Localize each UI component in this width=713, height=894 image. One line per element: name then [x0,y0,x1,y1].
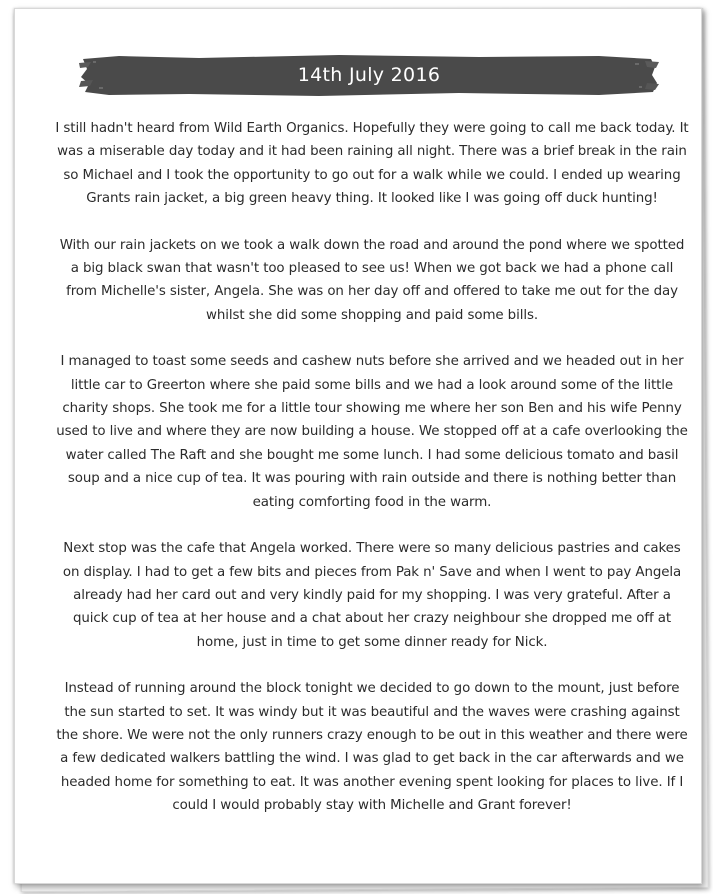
paragraph: Instead of running around the block tonight we decided to go down to the mount, just before the sun started to set. It was windy but it was beautiful and the waves were crashing against the shore. We were not the only runners crazy enough to be out in this weather and there were a few dedicated walkers battling the wind. I was glad to get back in the car afterwards and we headed home for something to eat. It was another evening spent looking for places to live. If I could I would probably stay with Michelle and Grant forever! [56,681,688,814]
entry-body [55,117,689,841]
paragraph: With our rain jackets on we took a walk down the road and around the pond where we spotted a big black swan that wasn't too pleased to see us! When we got back we had a phone call from Michelle's sister, Angela. She was on her day off and offered to take me out for the day whilst she did some shopping and paid some bills. [59,237,685,323]
entry-date-title: 14th July 2016 [297,64,441,86]
journal-page [14,8,702,884]
paragraph: I managed to toast some seeds and cashew nuts before she arrived and we headed out in her little car to Greerton where she paid some bills and we had a look around some of the little charity shops. She took me for a little tour showing me where her son Ben and his wife Penny used to live and where they are now building a house. We stopped off at a cafe overlooking the water called The Raft and she bought me some lunch. I had some delicious tomato and basil soup and a nice cup of tea. It was pouring with rain outside and there is nothing better than eating comforting food in the warm. [56,354,688,510]
paragraph: I still hadn't heard from Wild Earth Organics. Hopefully they were going to call me back today. It was a miserable day today and it had been raining all night. There was a brief break in the rain so Michael and I took the opportunity to go out for a walk while we could. I ended up wearing Grants rain jacket, a big green heavy thing. It looked like I was going off duck hunting! [55,121,689,207]
date-banner [79,53,659,97]
paragraph: Next stop was the cafe that Angela worked. There were so many delicious pastries and cakes on display. I had to get a few bits and pieces from Pak n' Save and when I went to pay Angela already had her card out and very kindly paid for my shopping. I was very grateful. After a quick cup of tea at her house and a chat about her crazy neighbour she dropped me off at home, just in time to get some dinner ready for Nick. [62,541,682,650]
